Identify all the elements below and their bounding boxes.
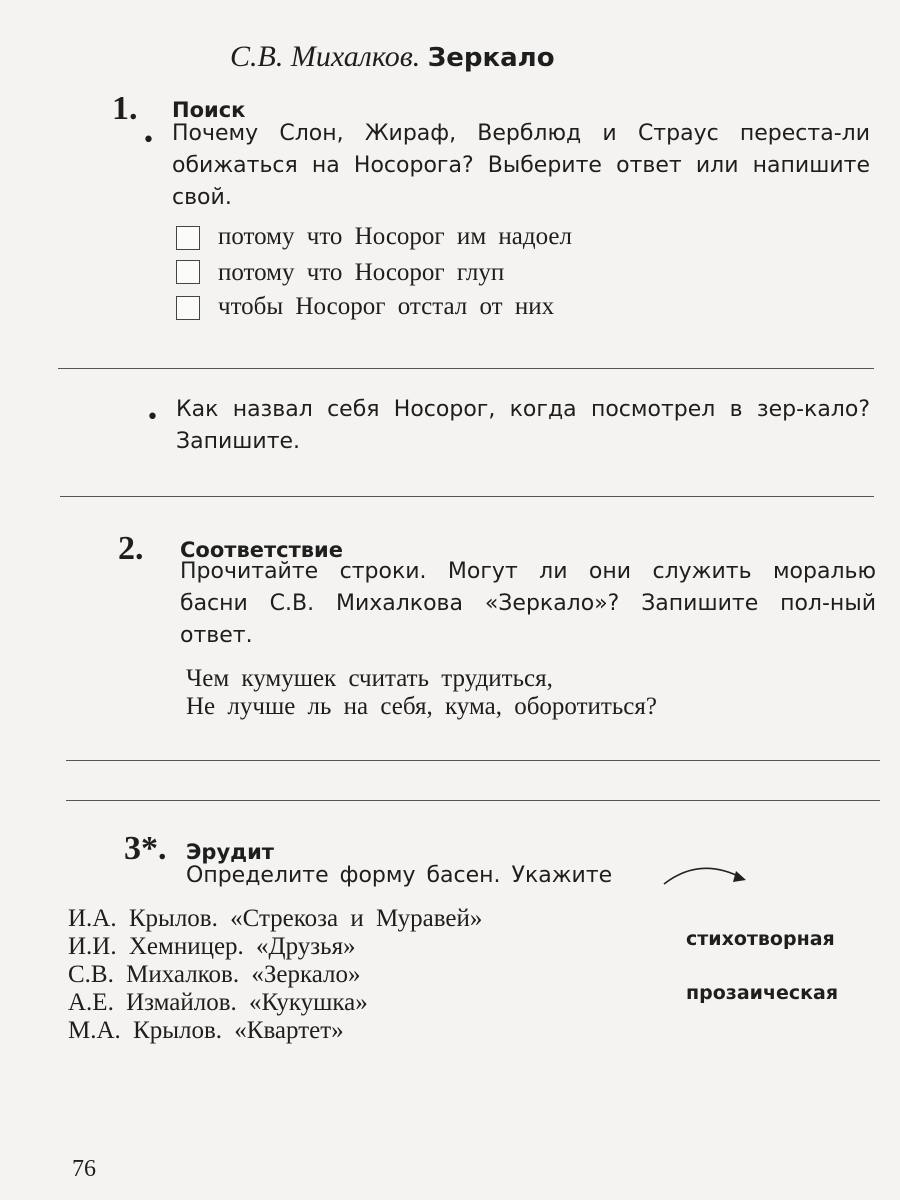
page-number: 76 [72, 1156, 96, 1182]
bullet-icon: • [146, 405, 159, 430]
task1-question2: Как назвал себя Носорог, когда посмотрел в зер-кало? Запишите. [176, 397, 870, 454]
option-label-3: чтобы Носорог отстал от них [218, 293, 555, 320]
answer-line[interactable] [60, 496, 874, 497]
verse-line-2: Не лучше ль на себя, кума, оборотиться? [186, 693, 657, 720]
title-work: Зеркало [427, 43, 555, 73]
verse-line-1: Чем кумушек считать трудиться, [186, 665, 553, 692]
task3-heading: Эрудит [186, 840, 274, 864]
bullet-icon: • [142, 128, 155, 153]
fable-item-5: М.А. Крылов. «Квартет» [68, 1017, 344, 1044]
fable-item-1: И.А. Крылов. «Стрекоза и Муравей» [68, 905, 483, 932]
task2-number: 2. [118, 530, 144, 567]
answer-line[interactable] [66, 760, 880, 761]
form-label-prose: прозаическая [686, 982, 839, 1004]
option-label-2: потому что Носорог глуп [218, 259, 505, 286]
task3-number: 3*. [124, 830, 167, 867]
option-checkbox-2[interactable] [176, 260, 200, 284]
task2-heading: Соответствие [180, 538, 344, 562]
task2-instruction: Прочитайте строки. Могут ли они служить моралью басни С.В. Михалкова «Зеркало»? Запишите пол-ный ответ. [180, 559, 876, 648]
answer-line[interactable] [58, 368, 874, 369]
option-checkbox-1[interactable] [176, 226, 200, 250]
arrow-icon [660, 860, 752, 890]
task3-instruction: Определите форму басен. Укажите [186, 863, 613, 888]
task1-heading: Поиск [172, 98, 246, 122]
task1-question1: Почему Слон, Жираф, Верблюд и Страус переста-ли обижаться на Носорога? Выберите ответ или напишите свой. [172, 121, 870, 210]
fable-item-3: С.В. Михалков. «Зеркало» [68, 961, 361, 988]
answer-line[interactable] [66, 800, 880, 801]
fable-item-4: А.Е. Измайлов. «Кукушка» [68, 989, 368, 1016]
title-author: С.В. Михалков. [230, 40, 421, 73]
page-title [230, 40, 555, 74]
fable-item-2: И.И. Хемницер. «Друзья» [68, 933, 356, 960]
option-label-1: потому что Носорог им надоел [218, 223, 572, 250]
form-label-verse: стихотворная [686, 928, 835, 950]
option-checkbox-3[interactable] [176, 296, 200, 320]
task1-number: 1. [112, 90, 138, 127]
